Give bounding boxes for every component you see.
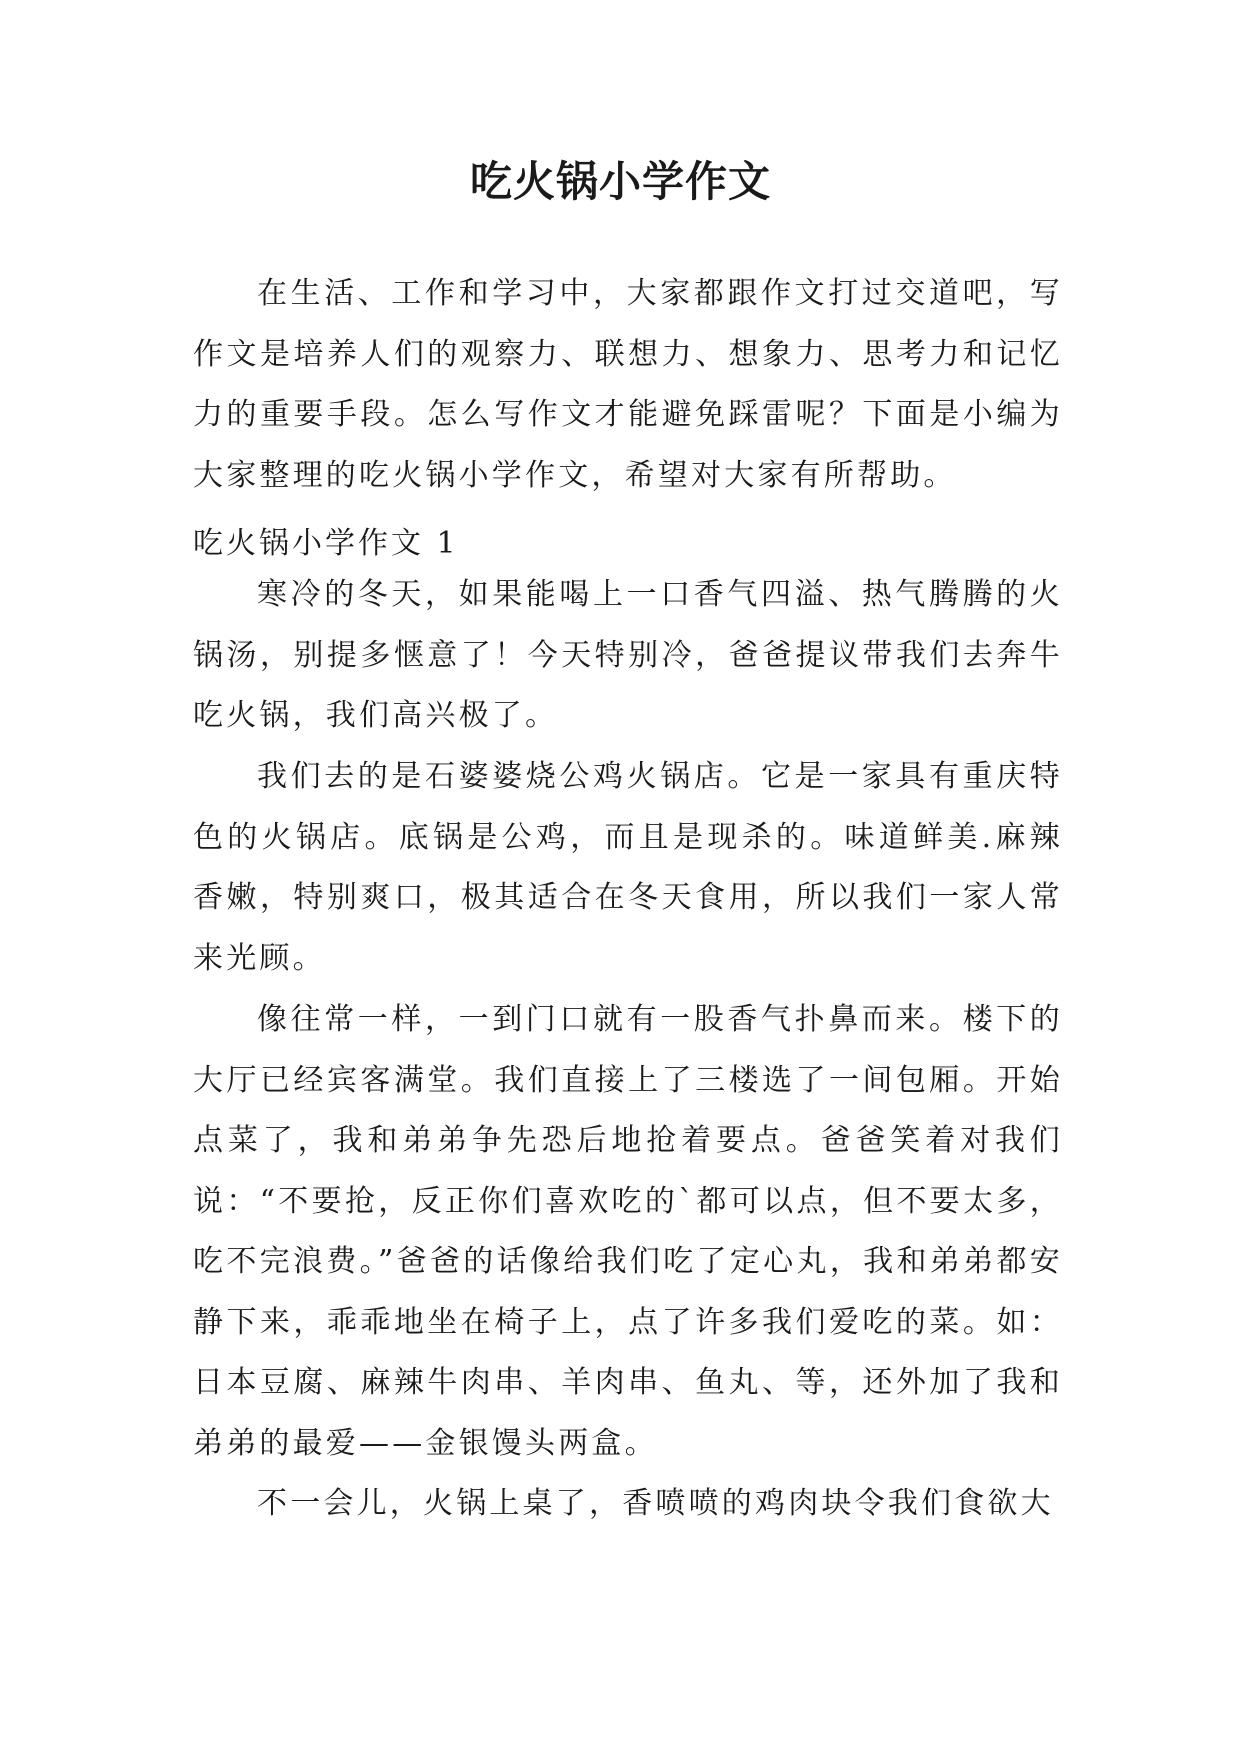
body-paragraph-1: 寒冷的冬天，如果能喝上一口香气四溢、热气腾腾的火锅汤，别提多惬意了！今天特别冷，爸爸提议带我们去奔牛吃火锅，我们高兴极了。: [193, 577, 1063, 733]
document-title: 吃火锅小学作文: [469, 157, 771, 206]
body-paragraph-4: 不一会儿，火锅上桌了，香喷喷的鸡肉块令我们食欲大: [257, 1486, 1054, 1521]
body-paragraph-3: 像往常一样，一到门口就有一股香气扑鼻而来。楼下的大厅已经宾客满堂。我们直接上了三楼选了一间包厢。开始点菜了，我和弟弟争先恐后地抢着要点。爸爸笑着对我们说：“不要抢，反正你们喜欢吃的`都可以点，但不要太多，吃不完浪费。”爸爸的话像给我们吃了定心丸，我和弟弟都安静下来，乖乖地坐在椅子上，点了许多我们爱吃的菜。如：日本豆腐、麻辣牛肉串、羊肉串、鱼丸、等，还外加了我和弟弟的最爱——金银馒头两盒。: [193, 1002, 1063, 1461]
section-heading: 吃火锅小学作文 1: [193, 526, 459, 561]
body-paragraph-2: 我们去的是石婆婆烧公鸡火锅店。它是一家具有重庆特色的火锅店。底锅是公鸡，而且是现杀的。味道鲜美.麻辣香嫩，特别爽口，极其适合在冬天食用，所以我们一家人常来光顾。: [193, 759, 1063, 976]
intro-paragraph: 在生活、工作和学习中，大家都跟作文打过交道吧，写作文是培养人们的观察力、联想力、想象力、思考力和记忆力的重要手段。怎么写作文才能避免踩雷呢？下面是小编为大家整理的吃火锅小学作文，希望对大家有所帮助。: [193, 276, 1063, 493]
